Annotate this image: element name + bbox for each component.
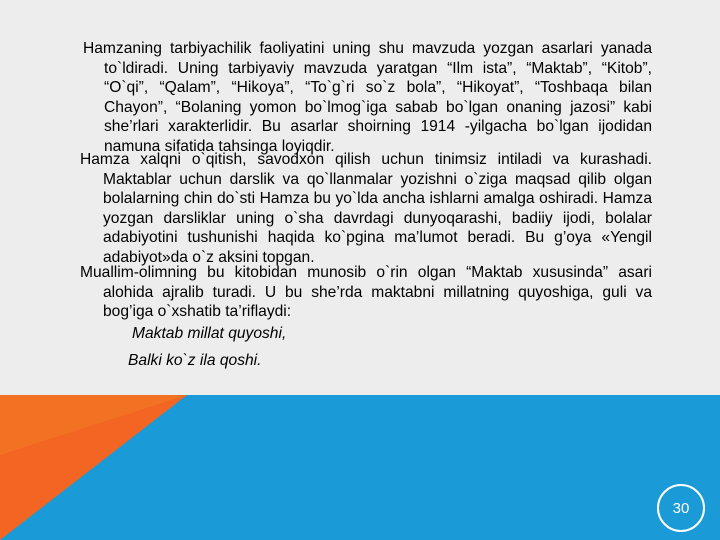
page-number-badge: 30 xyxy=(657,484,705,532)
paragraph-maktab-xususinda: Muallim-olimning bu kitobidan munosib o`rin olgan “Maktab xususinda” asari alohida ajralib turadi. U bu she’rda maktabni millatning quyoshiga, guli va bog’iga o`xshatib ta’riflaydi: xyxy=(80,264,652,321)
quote-line-2: Balki ko`z ila qoshi. xyxy=(128,352,262,369)
quote-line-1: Maktab millat quyoshi, xyxy=(132,325,287,342)
footer-orange-triangle xyxy=(0,395,720,540)
paragraph-tarbiyachilik: Hamzaning tarbiyachilik faoliyatini uning shu mavzuda yozgan asarlari yanada to`ldiradi. Uning tarbiyaviy mavzuda yaratgan “Ilm ista”, “Maktab”, “Kitob”, “O`qi”, “Qalam”, “Hikoya”, “To`g`ri so`z bola”, “Hikoyat”, “Toshbaqa bilan Chayon”, “Bolaning yomon bo`lmog`iga sabab bo`lgan onaning jazosi” kabi she’rlari xarakterlidir. Bu asarlar shoirning 1914 -yilgacha bo`lgan ijodidan namuna sifatida tahsinga loyiqdir. xyxy=(83,40,652,155)
paragraph-xalqni-oqitish: Hamza xalqni o`qitish, savodxon qilish uchun tinimsiz intiladi va kurashadi. Maktablar uchun darslik va qo`llanmalar yozishni o`ziga maqsad qilib olgan bolalarning chin do`sti Hamza bu yo`lda ancha ishlarni amalga oshiradi. Hamza yozgan darsliklar uning o`sha davrdagi dunyoqarashi, badiiy ijodi, bolalar adabiyotini tushunishi haqida ko`pgina ma’lumot beradi. Bu g’oya «Yengil adabiyot»da o`z aksini topgan. xyxy=(80,151,652,266)
decorative-footer xyxy=(0,395,720,540)
